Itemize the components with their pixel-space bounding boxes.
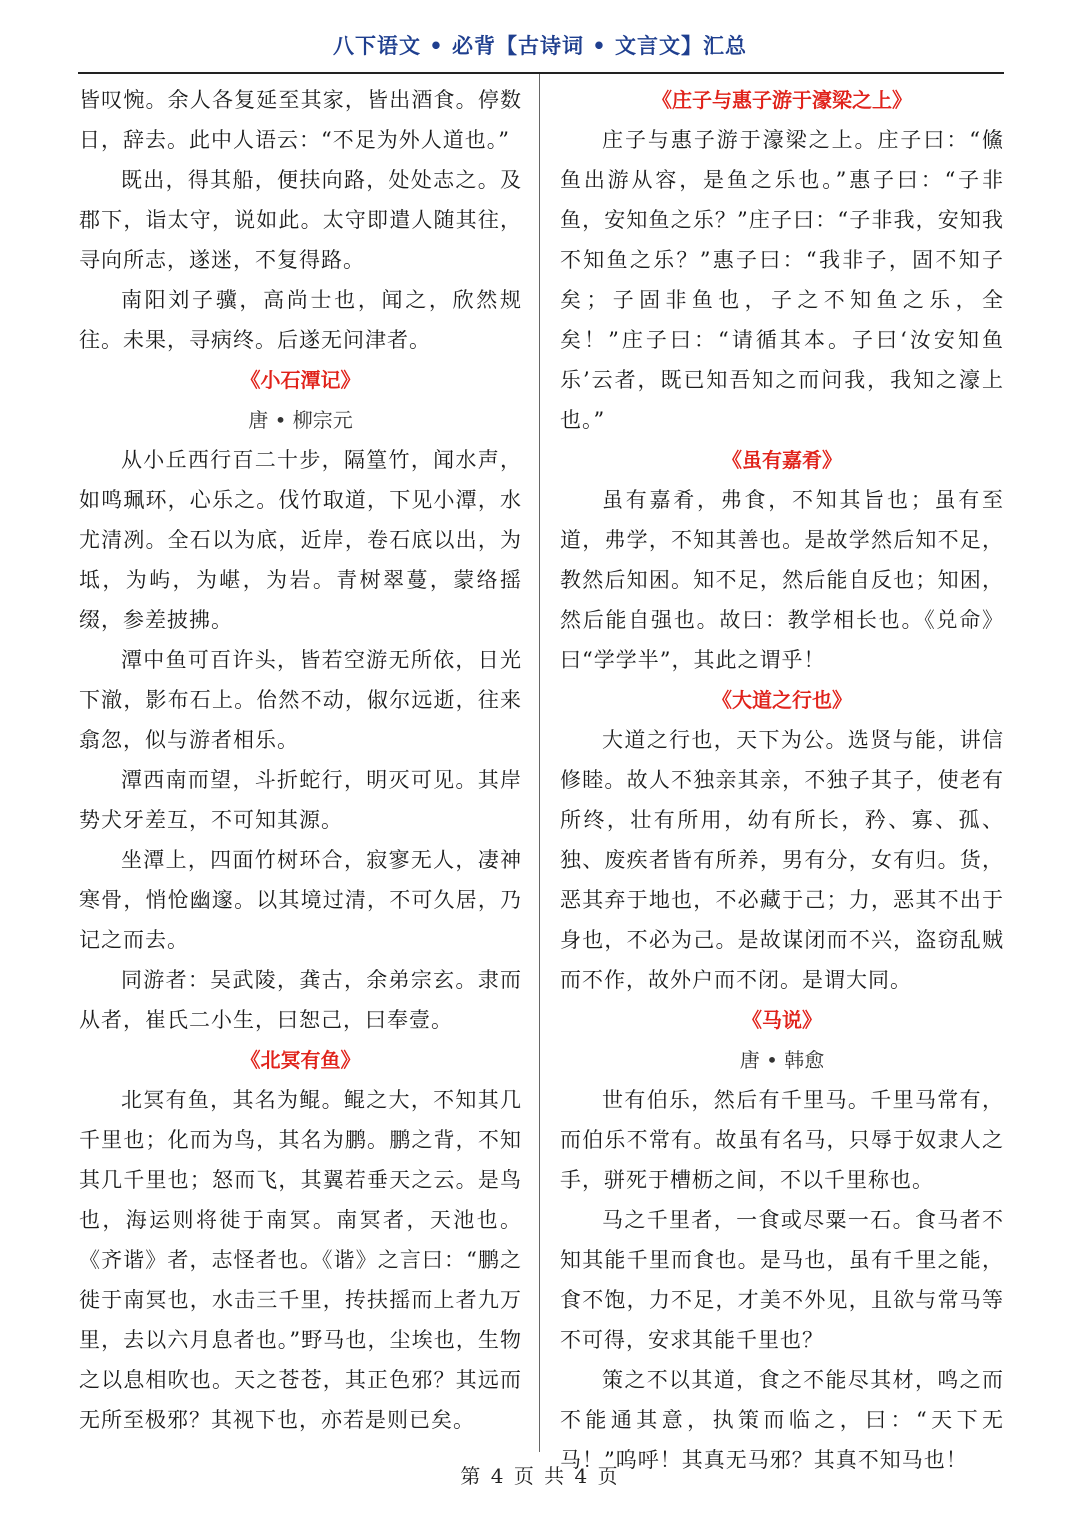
section-author-xiaoshitan: 唐 • 柳宗元 — [248, 408, 353, 432]
section-author-mashuo: 唐 • 韩愈 — [739, 1048, 825, 1072]
header-rule — [78, 72, 1004, 74]
continued-paragraph-2: 既出，得其船，便扶向路，处处志之。及郡下，诣太守，说如此。太守即遣人随其往，寻向所志，遂迷，不复得路。 — [79, 168, 522, 272]
document-header: 八下语文 • 必背【古诗词 • 文言文】汇总 — [332, 34, 748, 58]
right-column — [560, 80, 1004, 1480]
section-title-dadao: 《大道之行也》 — [712, 688, 852, 712]
dadao-paragraph-1: 大道之行也，天下为公。选贤与能，讲信修睦。故人不独亲其亲，不独子其子，使老有所终，壮有所用，幼有所长，矜、寡、孤、独、废疾者皆有所养，男有分，女有归。货，恶其弃于地也，不必藏于己；力，恶其不出于身也，不必为己。是故谋闭而不兴，盗窃乱贼而不作，故外户而不闭。是谓大同。 — [560, 728, 1004, 992]
beiming-paragraph-1: 北冥有鱼，其名为鲲。鲲之大，不知其几千里也；化而为鸟，其名为鹏。鹏之背，不知其几千里也；怒而飞，其翼若垂天之云。是鸟也，海运则将徙于南冥。南冥者，天池也。《齐谐》者，志怪者也。《谐》之言曰：“鹏之徙于南冥也，水击三千里，抟扶摇而上者九万里，去以六月息者也。”野马也，尘埃也，生物之以息相吹也。天之苍苍，其正色邪？其远而无所至极邪？其视下也，亦若是则已矣。 — [79, 1088, 522, 1432]
xiaoshitan-paragraph-5: 同游者：吴武陵，龚古，余弟宗玄。隶而从者，崔氏二小生，曰恕己，曰奉壹。 — [79, 968, 522, 1032]
section-title-mashuo: 《马说》 — [742, 1008, 822, 1032]
section-title-xiaoshitan: 《小石潭记》 — [240, 368, 361, 392]
xiaoshitan-paragraph-2: 潭中鱼可百许头，皆若空游无所依，日光下澈，影布石上。佁然不动，俶尔远逝，往来翕忽，似与游者相乐。 — [79, 648, 522, 752]
mashuo-paragraph-2: 马之千里者，一食或尽粟一石。食马者不知其能千里而食也。是马也，虽有千里之能，食不饱，力不足，才美不外见，且欲与常马等不可得，安求其能千里也？ — [560, 1208, 1004, 1352]
xiaoshitan-paragraph-3: 潭西南而望，斗折蛇行，明灭可见。其岸势犬牙差互，不可知其源。 — [79, 768, 522, 832]
mashuo-paragraph-3: 策之不以其道，食之不能尽其材，鸣之而不能通其意，执策而临之，曰：“天下无马！”呜呼！其真无马邪？其真不知马也！ — [560, 1368, 1004, 1472]
xiaoshitan-paragraph-1: 从小丘西行百二十步，隔篁竹，闻水声，如鸣珮环，心乐之。伐竹取道，下见小潭，水尤清冽。全石以为底，近岸，卷石底以出，为坻，为屿，为嵁，为岩。青树翠蔓，蒙络摇缀，参差披拂。 — [79, 448, 522, 632]
section-title-suiyoujiayao: 《虽有嘉肴》 — [722, 448, 842, 472]
xiaoshitan-paragraph-4: 坐潭上，四面竹树环合，寂寥无人，凄神寒骨，悄怆幽邃。以其境过清，不可久居，乃记之而去。 — [79, 848, 522, 952]
section-title-beiming: 《北冥有鱼》 — [240, 1048, 361, 1072]
suiyoujiayao-paragraph-1: 虽有嘉肴，弗食，不知其旨也；虽有至道，弗学，不知其善也。是故学然后知不足，教然后知困。知不足，然后能自反也；知困，然后能自强也。故曰：教学相长也。《兑命》曰“学学半”，其此之谓乎！ — [560, 488, 1004, 672]
left-column — [79, 80, 522, 1440]
haoliang-paragraph-1: 庄子与惠子游于濠梁之上。庄子曰：“鯈鱼出游从容，是鱼之乐也。”惠子曰：“子非鱼，安知鱼之乐？”庄子曰：“子非我，安知我不知鱼之乐？”惠子曰：“我非子，固不知子矣；子固非鱼也，子之不知鱼之乐，全矣！”庄子曰：“请循其本。子曰‘汝安知鱼乐’云者，既已知吾知之而问我，我知之濠上也。” — [560, 128, 1004, 432]
continued-paragraph-1: 皆叹惋。余人各复延至其家，皆出酒食。停数日，辞去。此中人语云：“不足为外人道也。” — [79, 88, 522, 152]
continued-paragraph-3: 南阳刘子骥，高尚士也，闻之，欣然规往。未果，寻病终。后遂无问津者。 — [79, 288, 522, 352]
page-number: 第 4 页 共 4 页 — [460, 1464, 620, 1488]
column-divider — [539, 74, 540, 1452]
mashuo-paragraph-1: 世有伯乐，然后有千里马。千里马常有，而伯乐不常有。故虽有名马，只辱于奴隶人之手，骈死于槽枥之间，不以千里称也。 — [560, 1088, 1004, 1192]
section-title-haoliang: 《庄子与惠子游于濠梁之上》 — [652, 88, 912, 112]
